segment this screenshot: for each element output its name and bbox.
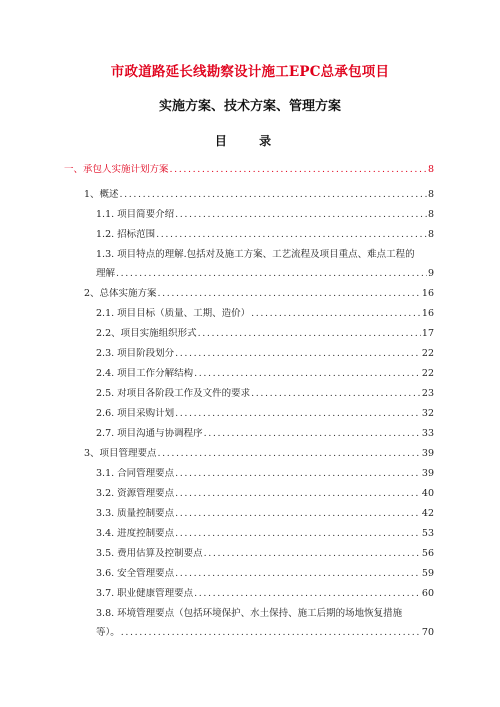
toc-leader-dots bbox=[175, 508, 421, 520]
toc-entry-label: 3.3. 质量控制要点 bbox=[96, 508, 175, 519]
toc-leader-dots bbox=[175, 468, 421, 480]
toc-entry-label: 3.5. 费用估算及控制要点 bbox=[96, 548, 203, 559]
toc-leader-dots bbox=[251, 308, 421, 320]
toc-entry[interactable] bbox=[96, 548, 434, 560]
toc-leader-dots bbox=[158, 288, 421, 300]
toc-entry[interactable] bbox=[96, 308, 434, 320]
toc-entry[interactable] bbox=[96, 229, 434, 241]
toc-entry[interactable] bbox=[96, 368, 434, 380]
toc-leader-dots bbox=[158, 448, 421, 460]
toc-entry-page: 8 bbox=[427, 189, 434, 200]
toc-entry[interactable] bbox=[96, 627, 434, 639]
toc-entry[interactable] bbox=[96, 508, 434, 520]
toc-leader-dots bbox=[175, 488, 421, 500]
toc-entry-label: 1、概述 bbox=[84, 189, 119, 200]
toc-entry-page: 32 bbox=[421, 408, 434, 419]
toc-entry-page: 22 bbox=[421, 368, 434, 379]
toc-entry-label: 2.1. 项目目标（质量、工期、造价） bbox=[96, 308, 251, 319]
toc-entry-label-line1[interactable]: 3.8. 环境管理要点（包括环境保护、水土保持、施工后期的场地恢复措施 bbox=[96, 608, 403, 619]
toc-entry-label: 1.2. 招标范围 bbox=[96, 229, 156, 240]
toc-entry[interactable] bbox=[96, 348, 434, 360]
toc-entry-page: 8 bbox=[427, 229, 434, 240]
toc-entry-label: 2.3. 项目阶段划分 bbox=[96, 348, 175, 359]
toc-entry-page: 22 bbox=[421, 348, 434, 359]
toc-entry[interactable] bbox=[96, 388, 434, 400]
toc-heading: 目 录 bbox=[214, 134, 286, 148]
toc-entry-page: 8 bbox=[427, 209, 434, 220]
toc-leader-dots bbox=[175, 528, 421, 540]
toc-leader-dots bbox=[198, 328, 421, 340]
toc-entry-page: 9 bbox=[427, 268, 434, 279]
document-subtitle: 实施方案、技术方案、管理方案 bbox=[158, 99, 341, 114]
toc-entry-page: 17 bbox=[421, 328, 434, 339]
toc-entry-page: 70 bbox=[421, 627, 434, 638]
toc-entry-page: 53 bbox=[421, 528, 434, 539]
toc-leader-dots bbox=[121, 627, 421, 639]
toc-leader-dots bbox=[170, 164, 427, 176]
toc-leader-dots bbox=[120, 189, 427, 201]
toc-entry-label: 等）。 bbox=[96, 627, 120, 638]
toc-entry-label: 3.1. 合同管理要点 bbox=[96, 468, 175, 479]
toc-entry-page: 8 bbox=[427, 164, 434, 175]
toc-leader-dots bbox=[194, 368, 421, 380]
toc-entry-label: 3.7. 职业健康管理要点 bbox=[96, 588, 194, 599]
toc-entry[interactable] bbox=[96, 428, 434, 440]
toc-entry[interactable] bbox=[96, 468, 434, 480]
toc-entry-page: 40 bbox=[421, 488, 434, 499]
toc-entry-label: 一、承包人实施计划方案 bbox=[64, 164, 169, 175]
toc-leader-dots bbox=[194, 588, 421, 600]
toc-entry[interactable] bbox=[84, 448, 434, 460]
toc-entry[interactable] bbox=[96, 588, 434, 600]
toc-entry-label: 1.1. 项目简要介绍 bbox=[96, 209, 175, 220]
toc-entry-page: 16 bbox=[421, 308, 434, 319]
toc-entry-label: 2.5. 对项目各阶段工作及文件的要求 bbox=[96, 388, 251, 399]
toc-entry-page: 39 bbox=[421, 468, 434, 479]
toc-leader-dots bbox=[175, 348, 421, 360]
toc-entry[interactable] bbox=[96, 268, 434, 280]
toc-entry-page: 39 bbox=[421, 448, 434, 459]
toc-entry[interactable] bbox=[96, 528, 434, 540]
toc-entry-page: 16 bbox=[421, 288, 434, 299]
toc-entry[interactable] bbox=[84, 288, 434, 300]
toc-entry-label-line1[interactable]: 1.3. 项目特点的理解.包括对及施工方案、工艺流程及项目重点、难点工程的 bbox=[96, 249, 415, 260]
toc-leader-dots bbox=[175, 408, 421, 420]
toc-leader-dots bbox=[156, 229, 427, 241]
toc-entry-page: 23 bbox=[421, 388, 434, 399]
toc-entry-label: 3、项目管理要点 bbox=[84, 448, 157, 459]
toc-entry-label: 3.4. 进度控制要点 bbox=[96, 528, 175, 539]
toc-entry-label: 2.6. 项目采购计划 bbox=[96, 408, 175, 419]
toc-entry-label: 2、总体实施方案 bbox=[84, 288, 157, 299]
toc-leader-dots bbox=[175, 568, 421, 580]
toc-entry-page: 42 bbox=[421, 508, 434, 519]
toc-leader-dots bbox=[204, 428, 421, 440]
toc-entry[interactable] bbox=[96, 568, 434, 580]
toc-entry-page: 59 bbox=[421, 568, 434, 579]
toc-entry[interactable] bbox=[64, 164, 434, 176]
toc-leader-dots bbox=[204, 548, 421, 560]
toc-entry[interactable] bbox=[96, 209, 434, 221]
document-title: 市政道路延长线勘察设计施工EPC总承包项目 bbox=[110, 64, 390, 80]
toc-entry-page: 60 bbox=[421, 588, 434, 599]
toc-entry-label: 2.7. 项目沟通与协调程序 bbox=[96, 428, 203, 439]
toc-entry-label: 2.2、项目实施组织形式 bbox=[96, 328, 197, 339]
toc-entry-label: 3.6. 安全管理要点 bbox=[96, 568, 175, 579]
toc-entry[interactable] bbox=[96, 488, 434, 500]
toc-leader-dots bbox=[251, 388, 421, 400]
toc-entry-page: 56 bbox=[421, 548, 434, 559]
toc-entry-page: 33 bbox=[421, 428, 434, 439]
toc-entry[interactable] bbox=[96, 408, 434, 420]
toc-entry-label: 3.2. 资源管理要点 bbox=[96, 488, 175, 499]
toc-entry-label: 2.4. 项目工作分解结构 bbox=[96, 368, 194, 379]
toc-entry[interactable] bbox=[84, 189, 434, 201]
toc-entry-label: 理解 bbox=[96, 268, 116, 279]
toc-entry[interactable] bbox=[96, 328, 434, 340]
toc-leader-dots bbox=[175, 209, 427, 221]
toc-leader-dots bbox=[116, 268, 427, 280]
